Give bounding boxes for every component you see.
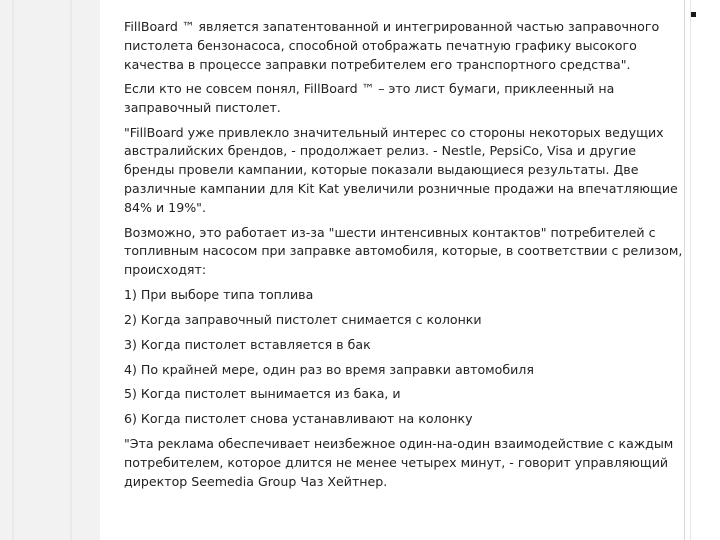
paragraph-3: "FillBoard уже привлекло значительный интерес со стороны некоторых ведущих австралийских брендов, - продолжает релиз. - Nestle, PepsiCo, Visa и другие бренды провели кампании, которые показали выдающиеся результаты. Две различные кампании для Kit Kat увеличили розничные продажи на впечатляющие 84% и 19%". bbox=[124, 124, 678, 216]
closing-paragraph: "Эта реклама обеспечивает неизбежное один-на-один взаимодействие с каждым потребителем, которое длится не менее четырех минут, - говорит управляющий директор Seemedia Group Чаз Хейтнер. bbox=[124, 436, 674, 490]
list-item-6: 6) Когда пистолет снова устанавливают на колонку bbox=[124, 411, 473, 427]
paragraph-4: Возможно, это работает из-за "шести интенсивных контактов" потребителей с топливным насосом при заправке автомобиля, которые, в соответствии с релизом, происходят: bbox=[124, 224, 683, 278]
corner-bullet-marker bbox=[691, 12, 696, 17]
list-item-5: 5) Когда пистолет вынимается из бака, и bbox=[124, 386, 401, 402]
paragraph-2: Если кто не совсем понял, FillBoard ™ – это лист бумаги, приклеенный на заправочный пистолет. bbox=[124, 81, 615, 116]
slide-body bbox=[124, 18, 684, 497]
list-item-2: 2) Когда заправочный пистолет снимается с колонки bbox=[124, 311, 482, 327]
paragraph-1: FillBoard ™ является запатентованной и интегрированной частью заправочного пистолета бензонасоса, способной отображать печатную графику высокого качества в процессе заправки потребителем его транспортного средства". bbox=[124, 19, 660, 72]
list-item-1: 1) При выборе типа топлива bbox=[124, 286, 314, 302]
decorative-stripes bbox=[12, 0, 72, 540]
list-item-4: 4) По крайней мере, один раз во время заправки автомобиля bbox=[124, 361, 534, 377]
left-decorative-band bbox=[0, 0, 100, 540]
right-divider-line-2 bbox=[690, 0, 691, 540]
list-item-3: 3) Когда пистолет вставляется в бак bbox=[124, 336, 371, 352]
right-divider-line bbox=[684, 0, 685, 540]
